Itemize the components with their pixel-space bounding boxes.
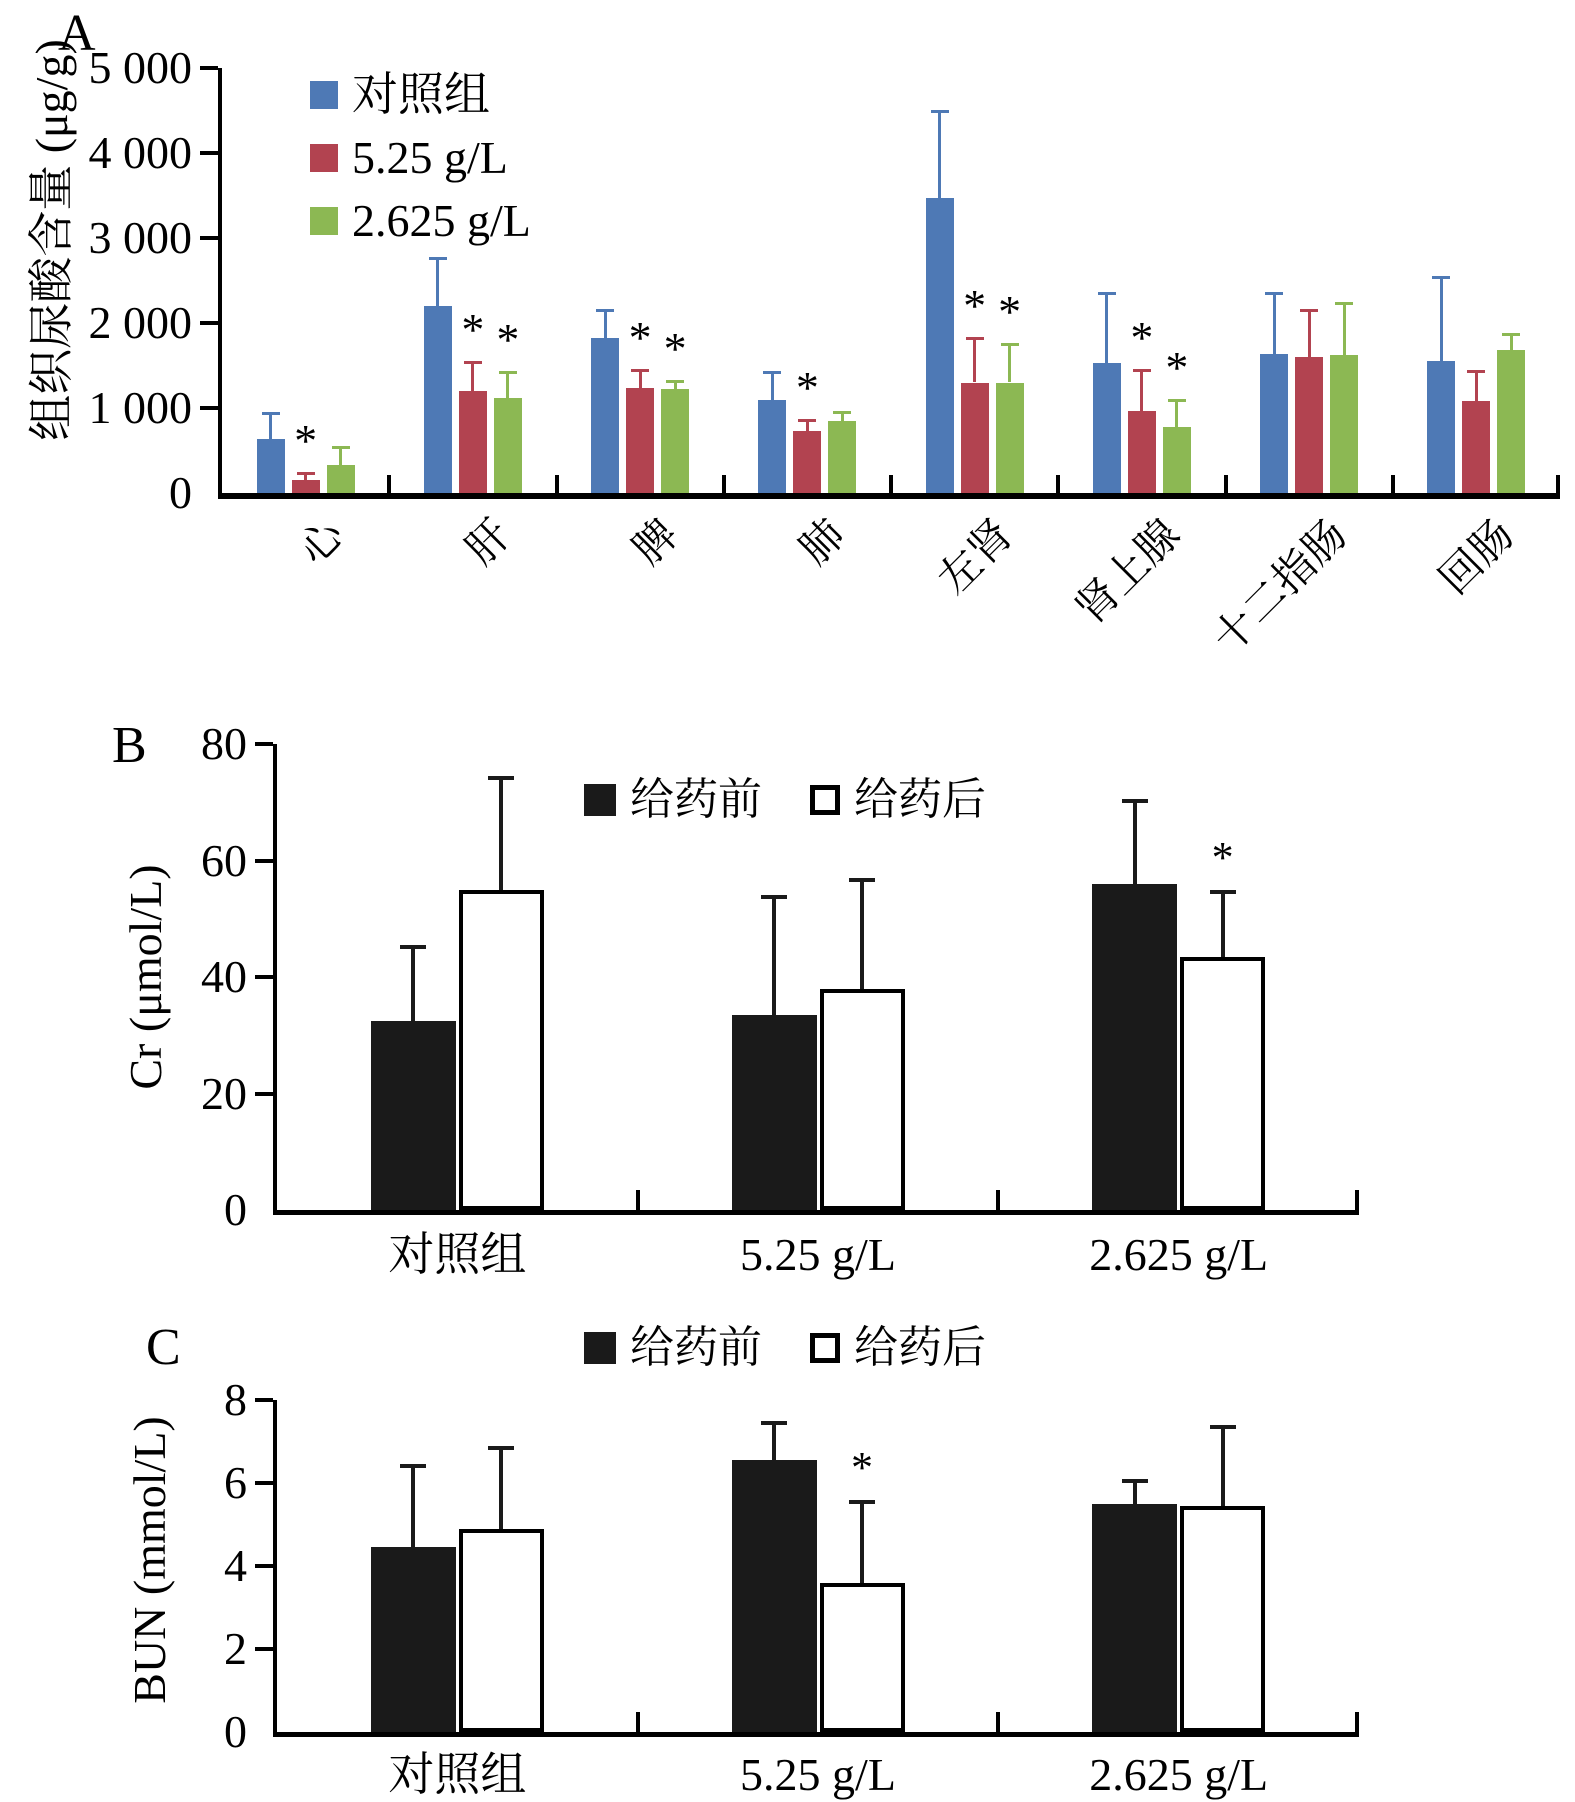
panel-c-y-tick-label: 8 (224, 1374, 247, 1425)
panel-c-y-axis (273, 1400, 277, 1737)
panel-a-error-line (771, 371, 774, 400)
panel-a-error-line (1273, 292, 1276, 354)
panel-letter-a: A (58, 5, 96, 62)
legend-item (310, 132, 531, 183)
panel-a-error-line (471, 361, 474, 391)
panel-b-bar (1092, 884, 1177, 1210)
panel-a-error-cap (1001, 343, 1019, 346)
legend-b (584, 775, 986, 824)
panel-a-bar (626, 388, 654, 493)
legend-a (310, 69, 531, 246)
legend-swatch-icon (810, 1333, 840, 1363)
panel-a-bar (1093, 363, 1121, 493)
panel-a-error-cap (966, 337, 984, 340)
panel-a-significance-star: * (496, 313, 520, 365)
panel-a-bar (961, 383, 989, 494)
legend-c (584, 1323, 986, 1372)
panel-b-error-cap (400, 945, 426, 949)
panel-c-y-tick-label: 2 (224, 1623, 247, 1674)
panel-a-error-line (1343, 302, 1346, 356)
panel-a-significance-star: * (1165, 341, 1189, 393)
panel-c-significance-star: * (851, 1442, 873, 1492)
panel-c-x-category-label: 2.625 g/L (1089, 1749, 1269, 1800)
legend-item (810, 1323, 986, 1372)
panel-a-x-tick (387, 475, 391, 493)
panel-c-y-tick (255, 1564, 273, 1568)
panel-c-x-category-label: 5.25 g/L (740, 1749, 896, 1800)
panel-c-y-tick-label: 4 (224, 1540, 247, 1591)
legend-label: 给药后 (854, 1323, 986, 1372)
panel-a-error-line (436, 257, 439, 306)
panel-a-error-line (1175, 399, 1178, 427)
panel-b-error-line (411, 945, 415, 1021)
panel-a-significance-star: * (663, 322, 687, 374)
panel-a-x-axis (218, 493, 1560, 499)
panel-c-y-tick-label: 6 (224, 1457, 247, 1508)
legend-item (810, 775, 986, 824)
panel-a-y-tick-label: 2 000 (88, 297, 192, 348)
panel-a-bar (1427, 361, 1455, 493)
panel-b-error-cap (761, 895, 787, 899)
panel-c-error-line (499, 1446, 503, 1529)
legend-swatch-icon (310, 144, 338, 172)
legend-item (584, 775, 762, 824)
panel-a-error-cap (1133, 369, 1151, 372)
panel-a-error-cap (332, 446, 350, 449)
panel-a-error-line (938, 110, 941, 198)
panel-b-error-line (499, 776, 503, 890)
legend-label: 给药前 (630, 1323, 762, 1372)
panel-c-x-tick (996, 1712, 1000, 1732)
panel-a-bar (424, 306, 452, 493)
panel-a-error-cap (499, 371, 517, 374)
panel-b-error-line (772, 895, 776, 1014)
legend-label: 给药后 (854, 775, 986, 824)
panel-c-error-cap (400, 1464, 426, 1468)
panel-b-x-tick (1355, 1190, 1359, 1210)
y-axis-label-c: BUN (mmol/L) (124, 1416, 175, 1704)
panel-c-bar (1092, 1504, 1177, 1732)
panel-a-error-cap (464, 361, 482, 364)
panel-c-x-tick (636, 1712, 640, 1732)
panel-a-error-line (1475, 370, 1478, 401)
panel-c-error-cap (1210, 1425, 1236, 1429)
legend-item (584, 1323, 762, 1372)
panel-b-bar (732, 1015, 817, 1210)
panel-a-bar (793, 431, 821, 493)
panel-b-error-cap (488, 776, 514, 780)
panel-b-error-line (860, 878, 864, 989)
panel-a-y-tick-label: 1 000 (88, 382, 192, 433)
panel-a-y-tick-label: 0 (169, 467, 192, 518)
panel-a-error-line (1008, 343, 1011, 383)
panel-a-error-cap (631, 369, 649, 372)
panel-a-error-line (973, 337, 976, 382)
panel-a-error-cap (596, 309, 614, 312)
panel-b-y-tick-label: 20 (201, 1067, 247, 1119)
panel-b-error-cap (849, 878, 875, 882)
panel-c-x-tick (1355, 1712, 1359, 1732)
panel-b-error-line (1221, 890, 1225, 957)
panel-a-x-category-label: 肺 (792, 511, 855, 574)
panel-a-error-line (269, 412, 272, 438)
panel-b-significance-star: * (1211, 832, 1234, 882)
panel-a-y-tick (200, 236, 218, 240)
panel-a-x-tick (889, 475, 893, 493)
panel-a-error-line (604, 309, 607, 339)
panel-letter-c: C (146, 1319, 181, 1376)
panel-a-y-tick (200, 406, 218, 410)
panel-a-x-tick (555, 475, 559, 493)
panel-a-error-cap (429, 257, 447, 260)
panel-a-x-category-label: 肾上腺 (1067, 511, 1189, 634)
panel-a-bar (292, 480, 320, 493)
panel-c-error-cap (1122, 1479, 1148, 1483)
panel-c-y-tick-label: 0 (224, 1706, 247, 1757)
panel-a-bar (661, 389, 689, 493)
panel-a-error-cap (1432, 276, 1450, 279)
legend-label: 5.25 g/L (352, 132, 508, 183)
panel-b-x-tick (996, 1190, 1000, 1210)
panel-c-error-cap (761, 1421, 787, 1425)
panel-c-error-cap (488, 1446, 514, 1450)
legend-label: 2.625 g/L (352, 195, 531, 246)
panel-a-error-line (506, 371, 509, 398)
panel-b-x-axis (273, 1210, 1359, 1215)
panel-a-bar (1260, 354, 1288, 493)
panel-b-error-cap (1210, 890, 1236, 894)
legend-swatch-icon (584, 1332, 616, 1364)
panel-c-bar (1180, 1506, 1265, 1732)
panel-a-error-cap (262, 412, 280, 415)
panel-a-significance-star: * (795, 362, 819, 414)
panel-c-bar (459, 1529, 544, 1732)
panel-a-x-tick (1391, 475, 1395, 493)
panel-b-y-axis (273, 744, 277, 1215)
panel-a-bar (1128, 411, 1156, 493)
panel-b-bar (1180, 957, 1265, 1210)
legend-label: 对照组 (352, 69, 490, 120)
panel-b-x-tick (636, 1190, 640, 1210)
panel-a-x-category-label: 十二指肠 (1204, 511, 1357, 663)
panel-b-y-tick (255, 742, 273, 746)
panel-c-error-line (860, 1500, 864, 1583)
panel-b-error-cap (1122, 799, 1148, 803)
panel-a-error-cap (833, 411, 851, 414)
panel-c-error-line (1221, 1425, 1225, 1506)
panel-a-error-line (1308, 309, 1311, 357)
panel-a-significance-star: * (461, 304, 485, 356)
panel-a-error-cap (1168, 399, 1186, 402)
panel-b-y-tick-label: 40 (201, 951, 247, 1002)
panel-a-error-cap (666, 380, 684, 383)
panel-a-error-cap (1467, 370, 1485, 373)
legend-label: 给药前 (630, 775, 762, 824)
panel-a-error-cap (1098, 292, 1116, 295)
panel-letter-b: B (112, 717, 147, 774)
panel-b-y-tick-label: 0 (224, 1184, 247, 1235)
panel-c-bar (371, 1547, 456, 1732)
panel-a-error-cap (931, 110, 949, 113)
panel-a-bar (758, 400, 786, 493)
panel-a-error-cap (1265, 292, 1283, 295)
panel-b-bar (820, 989, 905, 1210)
panel-a-x-tick (722, 475, 726, 493)
panel-b-y-tick (255, 1092, 273, 1096)
panel-a-significance-star: * (963, 280, 987, 332)
panel-b-y-tick-label: 80 (201, 718, 247, 769)
panel-a-x-category-label: 心 (290, 511, 353, 574)
panel-a-error-cap (763, 371, 781, 374)
panel-a-bar (459, 391, 487, 493)
panel-c-x-category-label: 对照组 (388, 1749, 527, 1800)
panel-a-significance-star: * (1130, 311, 1154, 363)
panel-a-y-tick (200, 321, 218, 325)
panel-a-error-cap (798, 419, 816, 422)
panel-b-x-category-label: 对照组 (388, 1229, 527, 1280)
panel-a-y-tick (200, 66, 218, 70)
panel-a-significance-star: * (628, 311, 652, 363)
panel-a-x-tick (1056, 475, 1060, 493)
panel-b-error-line (1133, 799, 1137, 883)
panel-a-error-cap (297, 472, 315, 475)
panel-a-error-line (1440, 276, 1443, 361)
panel-b-y-tick (255, 975, 273, 979)
panel-c-error-cap (849, 1500, 875, 1504)
panel-a-bar (1330, 355, 1358, 493)
panel-a-x-category-label: 回肠 (1431, 511, 1524, 604)
panel-a-error-cap (1300, 309, 1318, 312)
panel-b-bar (459, 890, 544, 1210)
panel-a-bar (996, 383, 1024, 494)
panel-a-y-tick (200, 151, 218, 155)
legend-item (310, 195, 531, 246)
panel-c-y-tick (255, 1398, 273, 1402)
panel-a-x-tick (1224, 475, 1228, 493)
panel-a-y-tick-label: 3 000 (88, 212, 192, 263)
panel-a-significance-star: * (294, 414, 318, 466)
panel-a-x-category-label: 脾 (625, 511, 688, 574)
panel-c-bar (732, 1460, 817, 1732)
panel-a-significance-star: * (998, 285, 1022, 337)
legend-swatch-icon (310, 81, 338, 109)
panel-a-bar (1497, 350, 1525, 493)
panel-a-y-tick-label: 5 000 (88, 42, 192, 93)
legend-swatch-icon (310, 207, 338, 235)
legend-item (310, 69, 531, 120)
panel-c-y-tick (255, 1647, 273, 1651)
panel-a-error-cap (1335, 302, 1353, 305)
panel-b-y-tick (255, 859, 273, 863)
panel-a-bar (1295, 357, 1323, 493)
panel-a-y-axis (218, 68, 222, 499)
panel-a-bar (591, 338, 619, 493)
panel-b-x-category-label: 5.25 g/L (740, 1229, 896, 1280)
panel-a-x-category-label: 左肾 (929, 511, 1022, 604)
panel-c-bar (820, 1583, 905, 1732)
panel-a-bar (926, 198, 954, 493)
panel-a-x-category-label: 肝 (457, 511, 520, 574)
panel-a-y-tick-label: 4 000 (88, 127, 192, 178)
legend-swatch-icon (810, 785, 840, 815)
y-axis-label-b: Cr (μmol/L) (120, 864, 171, 1090)
panel-a-error-line (1105, 292, 1108, 363)
y-axis-label-a: 组织尿酸含量 (μg/g) (26, 39, 77, 441)
panel-a-bar (494, 398, 522, 493)
panel-a-bar (828, 421, 856, 493)
panel-c-x-axis (273, 1732, 1359, 1737)
panel-a-error-cap (1502, 333, 1520, 336)
panel-b-y-tick-label: 60 (201, 834, 247, 886)
panel-c-y-tick (255, 1481, 273, 1485)
panel-c-error-line (411, 1464, 415, 1547)
panel-a-bar (1163, 427, 1191, 493)
legend-swatch-icon (584, 784, 616, 816)
panel-c-error-line (772, 1421, 776, 1460)
panel-a-bar (327, 465, 355, 493)
panel-a-x-tick (1556, 475, 1560, 493)
panel-b-bar (371, 1021, 456, 1210)
panel-a-bar (1462, 401, 1490, 493)
panel-a-bar (257, 439, 285, 493)
panel-a-error-line (1140, 369, 1143, 411)
panel-b-x-category-label: 2.625 g/L (1089, 1229, 1269, 1280)
